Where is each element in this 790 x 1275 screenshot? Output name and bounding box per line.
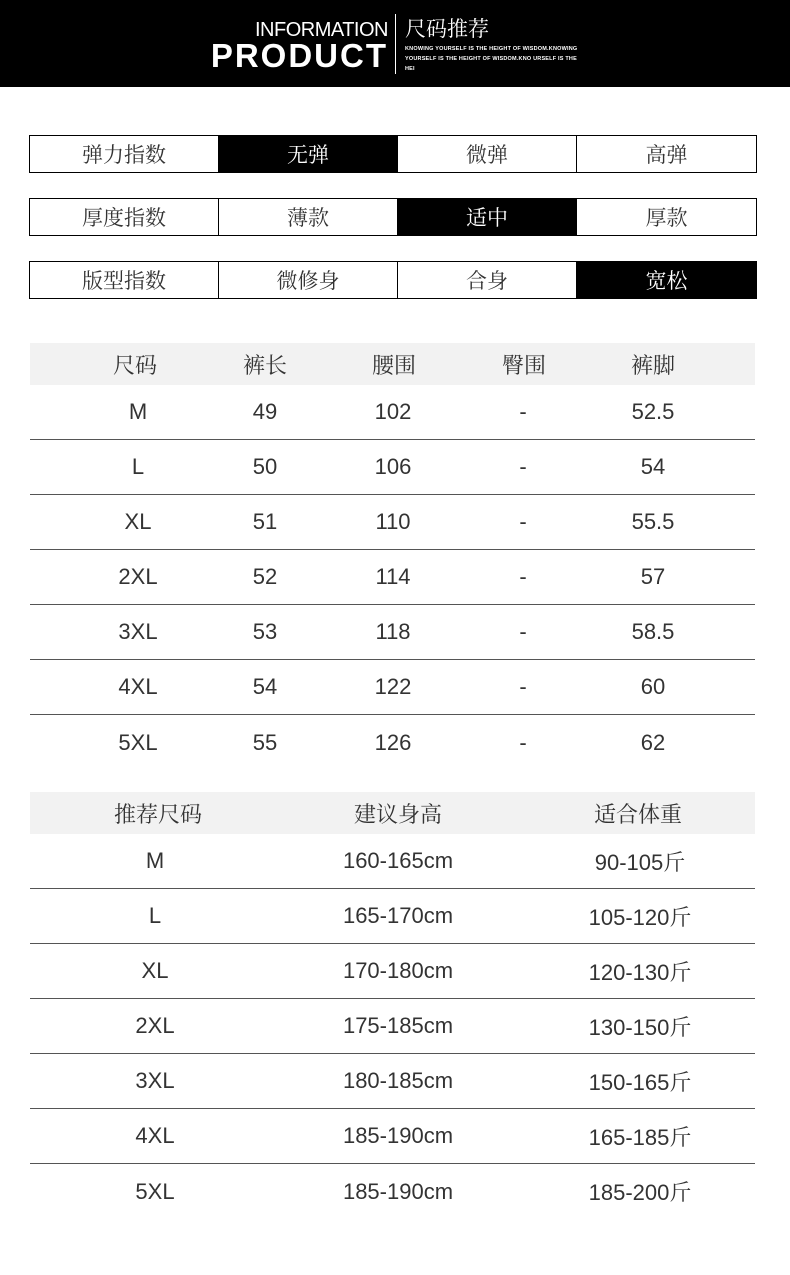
table-row [30, 385, 755, 440]
index-option: 厚款 [576, 199, 756, 235]
table-cell: 52 [252, 564, 278, 589]
elasticity-index-row [29, 135, 757, 173]
table-cell: 102 [374, 399, 412, 424]
size-recommendation-table [30, 792, 755, 1219]
header-cell-hem: 裤脚 [630, 353, 676, 379]
recommendation-header-row [30, 792, 755, 834]
index-label: 弹力指数 [82, 143, 166, 167]
table-cell: 2XL [118, 564, 158, 589]
table-cell: 165-185斤 [588, 1124, 692, 1150]
table-cell: 57 [640, 564, 666, 589]
table-cell: M [128, 399, 148, 424]
table-cell: L [148, 903, 162, 928]
header-cell-length: 裤长 [242, 353, 288, 379]
index-option: 高弹 [576, 136, 756, 172]
table-cell: 53 [252, 619, 278, 644]
table-cell: 105-120斤 [588, 904, 692, 930]
table-cell: 120-130斤 [588, 959, 692, 985]
table-row [30, 889, 755, 944]
index-option: 合身 [397, 262, 576, 298]
table-cell: XL [141, 958, 169, 983]
size-chart-header-row [30, 343, 755, 385]
table-cell: 54 [640, 454, 666, 479]
header-cell-waist: 腰围 [371, 353, 417, 379]
table-cell: XL [124, 509, 152, 534]
table-cell: 52.5 [631, 399, 675, 424]
header-tagline: KNOWING YOURSELF IS THE HEIGHT OF WISDOM.KNOWING YOURSELF IS THE HEIGHT OF WISDOM.KNO URSELF IS THE HEI [405, 46, 578, 72]
table-row [30, 1164, 755, 1219]
table-cell: 160-165cm [342, 848, 454, 873]
table-cell: 55 [252, 729, 278, 755]
table-cell: - [519, 509, 527, 534]
table-cell: 170-180cm [342, 958, 454, 983]
header-cell-size: 尺码 [112, 353, 158, 379]
table-row [30, 440, 755, 495]
table-cell: 150-165斤 [588, 1069, 692, 1095]
table-cell: 4XL [135, 1123, 175, 1148]
header-cell-hip: 臀围 [501, 353, 547, 379]
table-cell: 122 [374, 674, 412, 699]
table-row [30, 715, 755, 770]
table-cell: - [519, 454, 527, 479]
table-cell: 49 [252, 399, 278, 424]
fit-index-row [29, 261, 757, 299]
table-row [30, 495, 755, 550]
table-row [30, 944, 755, 999]
table-cell: 3XL [135, 1068, 175, 1093]
table-cell: 110 [375, 509, 411, 534]
table-cell: 185-200斤 [588, 1180, 692, 1205]
table-cell: 180-185cm [342, 1068, 454, 1093]
table-cell: 2XL [135, 1013, 175, 1038]
table-cell: - [519, 564, 527, 589]
table-row [30, 1109, 755, 1164]
table-cell: 118 [375, 619, 411, 644]
table-row [30, 999, 755, 1054]
table-cell: 55.5 [631, 509, 675, 534]
table-cell: - [519, 674, 527, 699]
table-cell: 60 [640, 674, 666, 699]
index-label: 厚度指数 [82, 206, 166, 230]
header-information-text: INFORMATION [254, 19, 388, 41]
table-cell: 90-105斤 [594, 849, 686, 875]
index-option-selected: 宽松 [576, 262, 756, 298]
table-cell: - [519, 619, 527, 644]
header-title: 尺码推荐 [405, 17, 489, 41]
index-option-selected: 无弹 [218, 136, 397, 172]
table-cell: 4XL [118, 674, 158, 699]
table-cell: 58.5 [631, 619, 675, 644]
table-cell: 126 [374, 729, 412, 755]
table-cell: 165-170cm [342, 903, 454, 928]
header-cell-height: 建议身高 [353, 802, 443, 828]
table-cell: 50 [252, 454, 278, 479]
table-row [30, 605, 755, 660]
table-cell: 51 [252, 509, 278, 534]
table-cell: 106 [374, 454, 412, 479]
index-option: 微弹 [397, 136, 576, 172]
table-row [30, 1054, 755, 1109]
header-banner [0, 0, 790, 87]
header-product-text: PRODUCT [210, 37, 388, 74]
table-cell: 185-190cm [342, 1123, 454, 1148]
table-cell: 175-185cm [342, 1013, 454, 1038]
index-option: 薄款 [218, 199, 397, 235]
header-cell-weight: 适合体重 [593, 802, 683, 828]
table-cell: 3XL [118, 619, 158, 644]
table-row [30, 660, 755, 715]
table-cell: M [145, 848, 165, 873]
header-cell-recommended-size: 推荐尺码 [113, 802, 203, 828]
table-cell: 5XL [118, 729, 158, 755]
index-option: 微修身 [218, 262, 397, 298]
thickness-index-row [29, 198, 757, 236]
table-row [30, 550, 755, 605]
table-cell: 130-150斤 [588, 1014, 692, 1040]
table-cell: 114 [375, 564, 411, 589]
table-cell: L [131, 454, 145, 479]
size-chart-table [30, 343, 755, 770]
table-row [30, 834, 755, 889]
header-divider [395, 14, 396, 74]
index-label: 版型指数 [82, 269, 166, 293]
table-cell: 54 [252, 674, 278, 699]
table-cell: - [519, 729, 527, 755]
table-cell: 62 [640, 729, 666, 755]
index-option-selected: 适中 [397, 199, 576, 235]
table-cell: 5XL [135, 1178, 175, 1204]
table-cell: - [519, 399, 527, 424]
table-cell: 185-190cm [342, 1178, 454, 1204]
